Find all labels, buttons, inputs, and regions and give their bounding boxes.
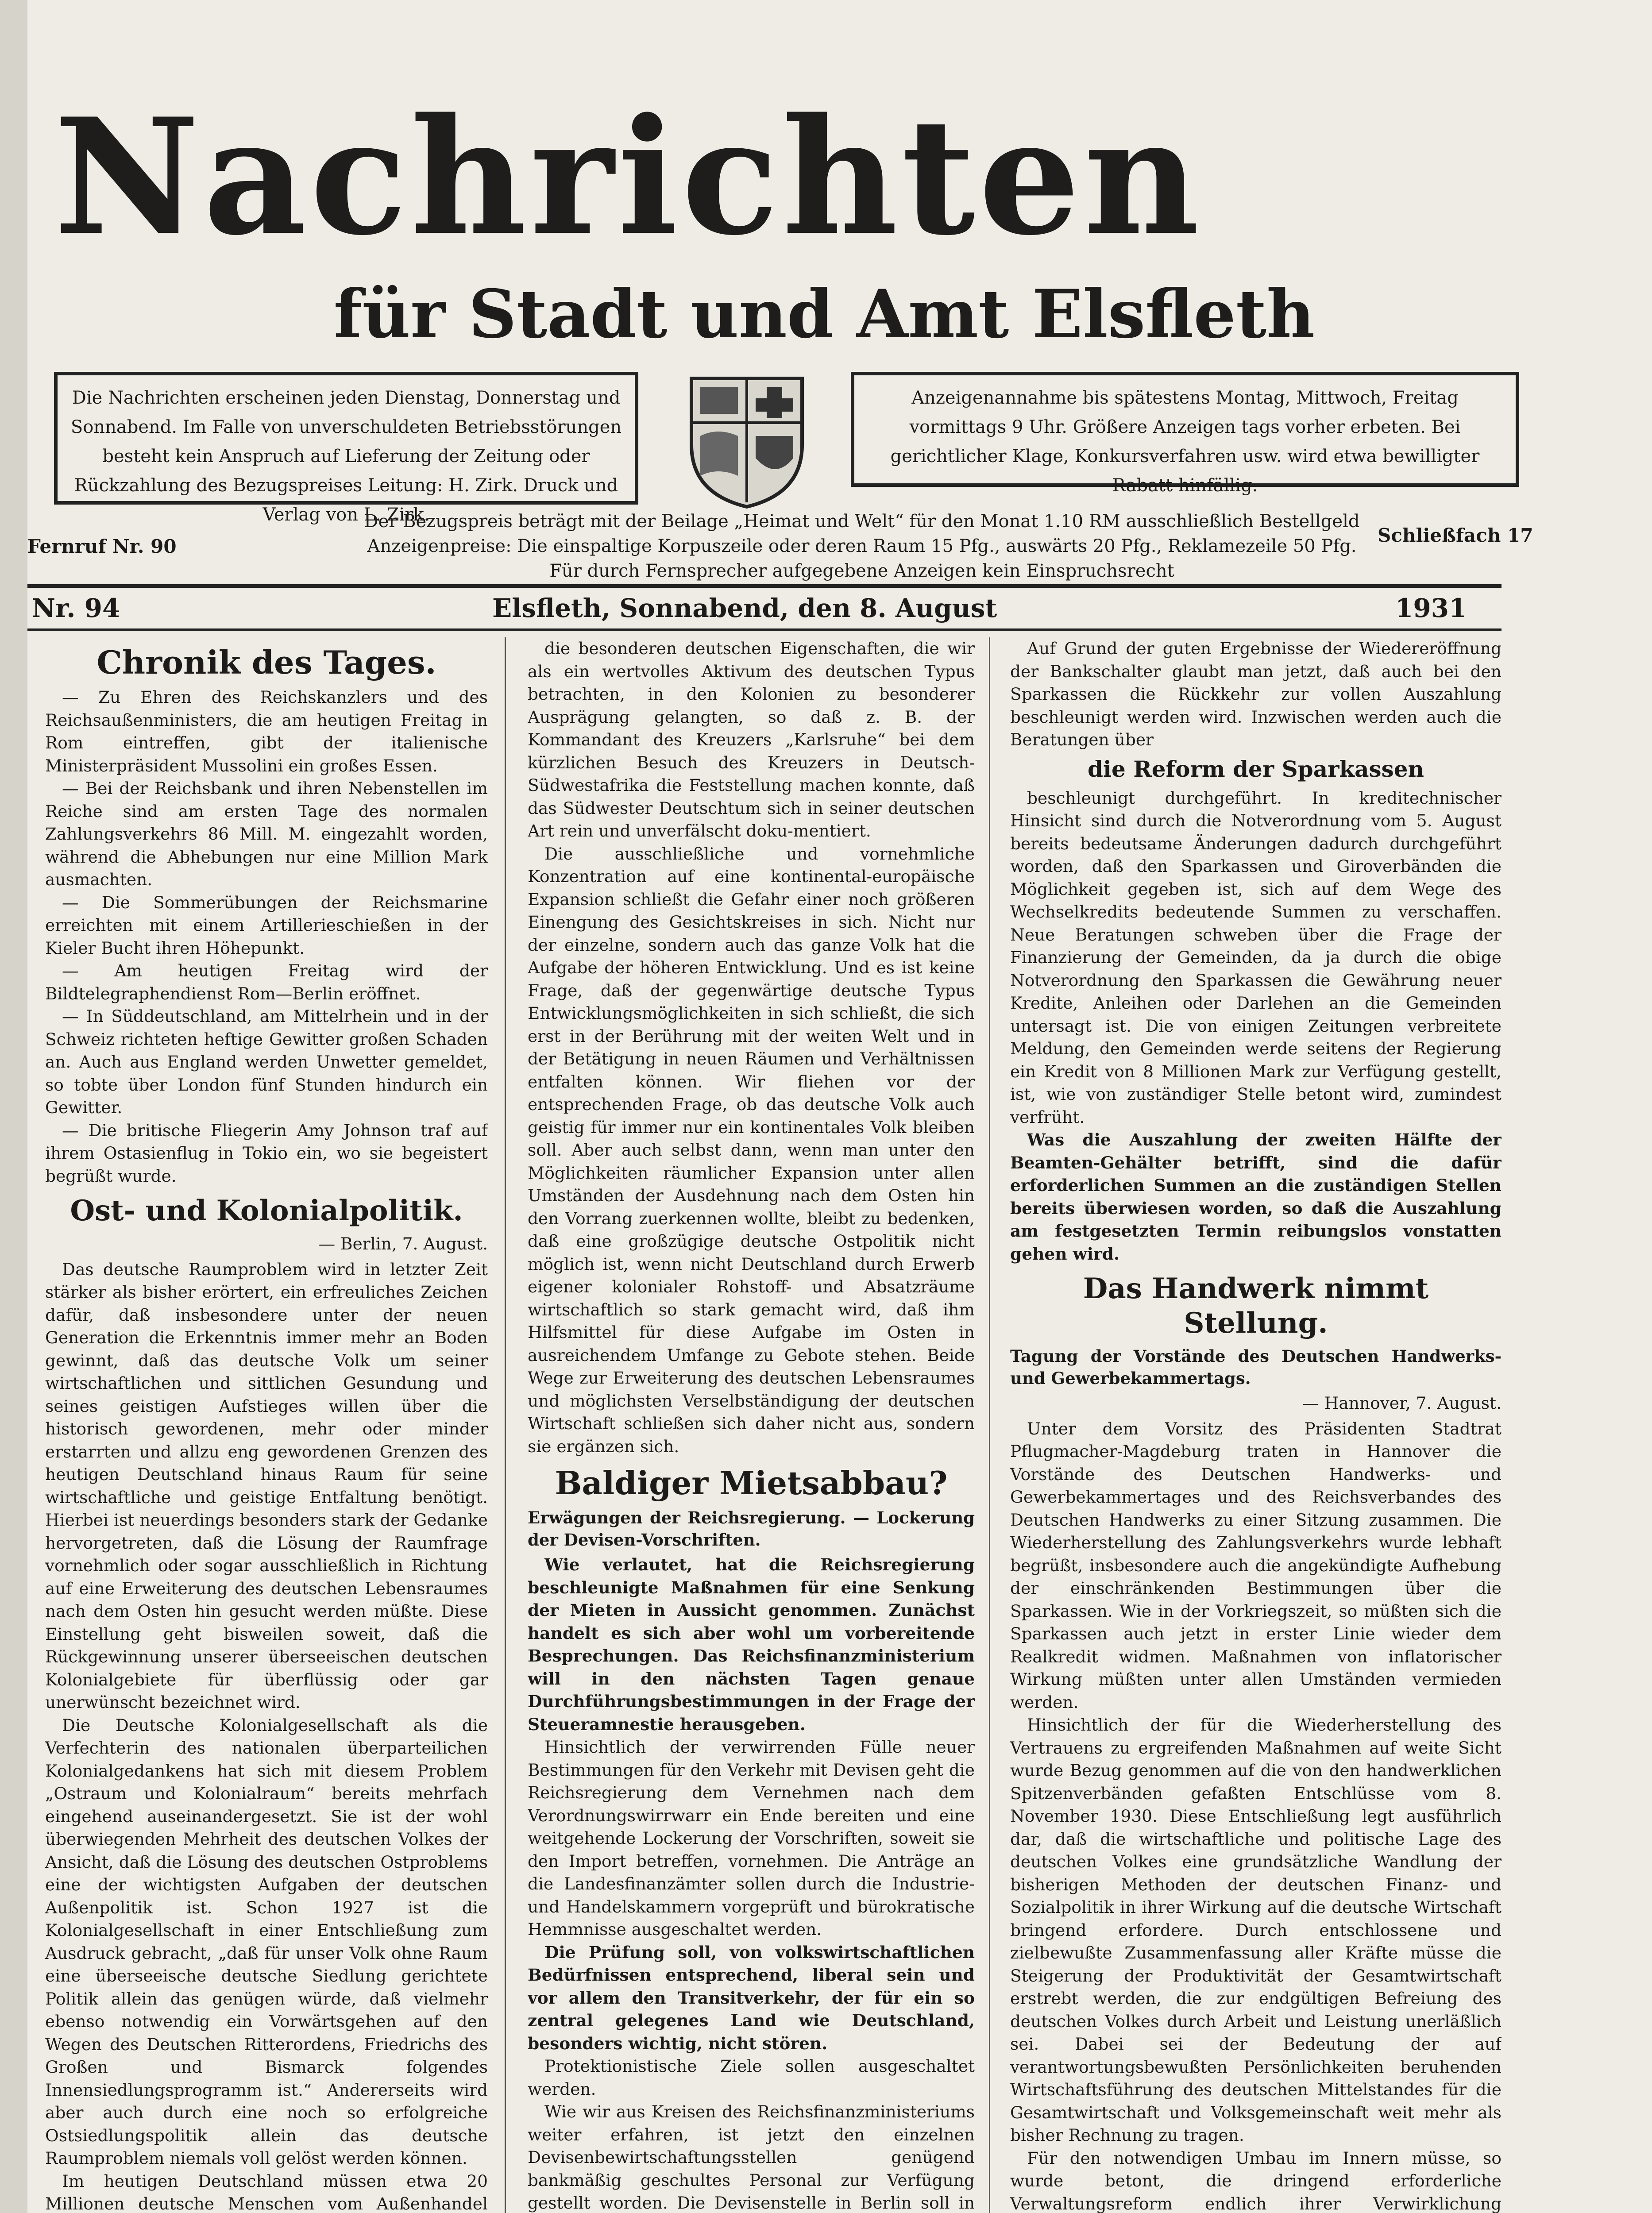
sparkassen-paragraph: beschleunigt durchgeführt. In kreditechnischer Hinsicht sind durch die Notverordnung vom 5. August bereits bedeutsame Änderungen dadurch durchgeführt worden, daß den Sparkassen und Giroverbänden die Möglichkeit gegeben ist, sich auf dem Wege des Wechselkredits bedeutende Summen zu verschaffen. Neue Beratungen schweben über die Frage der Finanzierung der Gemeinden, da ja durch die obige Notverordnung den Sparkassen die Gewährung neuer Kredite, Anleihen oder Darlehen an die Gemeinden untersagt ist. Die von einigen Zeitungen verbreitete Meldung, den Gemeinden werde seitens der Regierung ein Kredit von 8 Millionen Mark zur Verfügung gestellt, ist, wie von zuständiger Stelle betont wird, zumindest verfrüht. xyxy=(1010,788,1501,1127)
adjacent-page-edge xyxy=(0,0,29,2213)
ostpolitik-paragraph: Das deutsche Raumproblem wird in letzter Zeit stärker als bisher erörtert, ein erfreuliches Zeichen dafür, daß insbesondere unter der neuen Generation die Erkenntnis immer mehr an Boden gewinnt, daß das deutsche Volk um seiner wirtschaftlichen und sittlichen Gesundung und seines geistigen Aufstieges willen über die historisch gewordenen, mehr oder minder erstarrten und allzu eng gewordenen Grenzen des heutigen Deutschland hinaus Raum für seine wirtschaftliche und geistige Entfaltung benötigt. Hierbei ist neuerdings besonders stark der Gedanke hervorgetreten, daß die Lösung der Raumfrage vornehmlich oder sogar ausschließlich in Richtung auf eine Erweiterung des deutschen Lebensraumes nach dem Osten hin gesucht werden müßte. Diese Einstellung geht bisweilen soweit, daß die Rückgewinnung unserer überseeischen deutschen Kolonialgebiete für überflüssig oder gar unerwünscht bezeichnet wird. xyxy=(45,1259,488,1712)
column-separator xyxy=(989,637,990,2213)
handwerk-paragraph: Unter dem Vorsitz des Präsidenten Stadtrat Pflugmacher-Magdeburg traten in Hannover die Vorstände des Deutschen Handwerks- und Gewerbekammertages und des Reichsverbandes des Deutschen Handwerks zu einer Sitzung zusammen. Die Wiederherstellung des Zahlungsverkehrs wurde lebhaft begrüßt, insbesondere auch die angekündigte Aufhebung der einschränkenden Bestimmungen über die Sparkassen. Wie in der Vorkriegszeit, so müßten sich die Sparkassen auch jetzt in erster Linie wieder dem Realkredit widmen. Maßnahmen von inflatorischer Wirkung müßten unter allen Umständen vermieden werden. xyxy=(1010,1419,1501,1712)
phone-number: Fernruf Nr. 90 xyxy=(27,536,177,557)
ostpolitik-dateline: — Berlin, 7. August. xyxy=(318,1234,488,1253)
mietsabbau-paragraph: Hinsichtlich der verwirrenden Fülle neuer Bestimmungen für den Verkehr mit Devisen geht die Reichsregierung dem Vernehmen nach dem Verordnungswirrwarr ein Ende bereiten und eine weitgehende Lockerung der Vorschriften, soweit sie den Import betreffen, vornehmen. Die Anträge an die Landesfinanzämter sollen durch die Industrie- und Handelskammern vorgeprüft und bürokratische Hemmnisse ausgeschaltet werden. xyxy=(528,1737,975,1939)
header-rule-top xyxy=(27,584,1501,588)
handwerk-paragraph: Hinsichtlich der für die Wiederherstellung des Vertrauens zu ergreifenden Maßnahmen auf weite Sicht wurde Bezug genommen auf die von den handwerklichen Spitzenverbänden gefaßten Entschlüsse vom 8. November 1930. Diese Entschließung legt ausführlich dar, daß die wirtschaftliche und politische Lage des deutschen Volkes eine grundsätzliche Wandlung der bisherigen Methoden der deutschen Finanz- und Sozialpolitik in ihrer Wirkung auf die deutsche Wirtschaft bringend erfordere. Durch entschlossene und zielbewußte Zusammenfassung aller Kräfte müsse die Steigerung der Produktivität der Gesamtwirtschaft erstrebt werden, die zur endgültigen Befreiung des deutschen Volkes durch Arbeit und Leistung unerläßlich sei. Dabei sei der Bedeutung der auf verantwortungsbewußten Persönlichkeiten beruhenden Wirtschaftsführung des deutschen Mittelstandes für die Gesamtwirtschaft und Volksgemeinschaft weit mehr als bisher Rechnung zu tragen. xyxy=(1010,1715,1501,2145)
ostpolitik-continued: die besonderen deutschen Eigenschaften, die wir als ein wertvolles Aktivum des deutschen Typus betrachten, in den Kolonien zu besonderer Ausprägung gelangten, so daß z. B. der Kommandant des Kreuzers „Karlsruhe“ bei dem kürzlichen Besuch des Kreuzers in Deutsch-Südwestafrika die Feststellung machen konnte, daß das Südwester Deutschtum sich in seiner deutschen Art rein und unverfälscht doku-mentiert. xyxy=(528,639,975,840)
ad-prices: Anzeigenpreise: Die einspaltige Korpuszeile oder deren Raum 15 Pfg., auswärts 20 Pfg., Reklamezeile 50 Pfg. xyxy=(367,536,1357,556)
chronik-item: — Am heutigen Freitag wird der Bildtelegraphendienst Rom—Berlin eröffnet. xyxy=(45,961,488,1003)
column-3 xyxy=(1010,637,1501,2213)
column-1 xyxy=(45,637,488,2213)
chronik-item: — Bei der Reichsbank und ihren Nebenstellen im Reiche sind am ersten Tage des normalen Zahlungsverkehrs 86 Mill. M. eingezahlt worden, während die Abhebungen nur eine Million Mark ausmachten. xyxy=(45,779,488,889)
masthead-title: Nachrichten xyxy=(54,83,1203,270)
mietsabbau-subhead: Erwägungen der Reichsregierung. — Lockerung der Devisen-Vorschriften. xyxy=(528,1508,975,1550)
issue-number: Nr. 94 xyxy=(32,593,120,623)
chronik-item: — Die Sommerübungen der Reichsmarine erreichten mit einem Artillerieschießen in der Kieler Bucht ihren Höhepunkt. xyxy=(45,892,488,958)
chronik-item: — In Süddeutschland, am Mittelrhein und in der Schweiz richteten heftige Gewitter großen Schaden an. Auch aus England werden Unwetter gemeldet, so tobte über London fünf Stunden hindurch ein Gewitter. xyxy=(45,1006,488,1117)
chronik-item: — Zu Ehren des Reichskanzlers und des Reichsaußenministers, die am heutigen Freitag in Rom eintreffen, gibt der italienische Ministerpräsident Mussolini ein großes Essen. xyxy=(45,687,488,775)
chronik-item: — Die britische Fliegerin Amy Johnson traf auf ihrem Ostasienflug in Tokio ein, wo sie begeistert begrüßt wurde. xyxy=(45,1120,488,1186)
sparkassen-bold-paragraph: Was die Auszahlung der zweiten Hälfte der Beamten-Gehälter betrifft, sind die dafür erforderlichen Summen an die zuständigen Stellen bereits überwiesen worden, so daß die Auszahlung am festgesetzten Termin reibungslos vonstatten gehen wird. xyxy=(1010,1130,1501,1264)
issue-year: 1931 xyxy=(1395,593,1467,623)
handwerk-headline: Das Handwerk nimmt Stellung. xyxy=(1083,1272,1429,1340)
mietsabbau-paragraph: Protektionistische Ziele sollen ausgeschaltet werden. xyxy=(528,2056,975,2099)
ostpolitik-paragraph: Im heutigen Deutschland müssen etwa 20 Millionen deutsche Menschen vom Außenhandel xyxy=(45,2171,488,2213)
handwerk-dateline: — Hannover, 7. August. xyxy=(1302,1393,1501,1413)
ostpolitik-continued: Die ausschließliche und vornehmliche Konzentration auf eine kontinental-europäische Expansion schließt die Gefahr einer noch größeren Einengung des Gesichtskreises in sich. Nicht nur der einzelne, sondern auch das ganze Volk hat die Aufgabe der höheren Entwicklung. Und es ist keine Frage, daß der gegenwärtige deutsche Typus Entwicklungsmöglichkeiten in sich schließt, die sich erst in der Berührung mit der weiten Welt und in der Betätigung in neuen Räumen und Verhältnissen entfalten können. Wir fliehen vor der entsprechenden Frage, ob das deutsche Volk auch geistig für immer nur ein kontinentales Volk bleiben soll. Aber auch selbst dann, wenn man unter den Möglichkeiten räumlicher Expansion unter allen Umständen der Ausdehnung nach dem Osten hin den Vorrang zuerkennen wollte, bleibt zu bedenken, daß eine großzügige deutsche Ostpolitik nicht möglich ist, wenn nicht Deutschland durch Erwerb eigener kolonialer Rohstoff- und Absatzräume wirtschaftlich so stark gemacht wird, daß ihm Hilfsmittel für diese Aufgabe im Osten in ausreichendem Umfange zu Gebote stehen. Beide Wege zur Erweiterung des deutschen Lebensraumes und möglichsten Verselbständigung der deutschen Wirtschaft schließen sich daher nicht aus, sondern sie ergänzen sich. xyxy=(528,844,975,1456)
mietsabbau-lead: Wie verlautet, hat die Reichsregierung beschleunigte Maßnahmen für eine Senkung der Mieten in Aussicht genommen. Zunächst handelt es sich aber wohl um vorbereitende Besprechungen. Das Reichsfinanzministerium will in den nächsten Tagen genaue Durchführungsbestimmungen in der Frage der Steueramnestie herausgeben. xyxy=(528,1555,975,1734)
mietsabbau-paragraph: Wie wir aus Kreisen des Reichsfinanzministeriums weiter erfahren, ist jetzt den einzelnen Devisenbewirtschaftungsstellen genügend bankmäßig geschultes Personal zur Verfügung gestellt worden. Die Devisenstelle in Berlin soll in xyxy=(528,2102,975,2213)
newspaper-page xyxy=(27,0,1652,2213)
handwerk-subhead: Tagung der Vorstände des Deutschen Handwerks- und Gewerbekammertags. xyxy=(1010,1346,1501,1388)
mietsabbau-bold-paragraph: Die Prüfung soll, von volkswirtschaftlichen Bedürfnissen entsprechend, liberal sein und vor allem den Transitverkehr, der für ein so zentral gelegenes Land wie Deutschland, besonders wichtig, nicht stören. xyxy=(528,1942,975,2053)
handwerk-paragraph: Für den notwendigen Umbau im Innern müsse, so wurde betont, die dringend erforderliche Verwaltungsreform endlich ihrer Verwirklichung xyxy=(1010,2148,1501,2213)
ostpolitik-headline: Ost- und Kolonialpolitik. xyxy=(70,1194,463,1227)
sparkassen-intro: Auf Grund der guten Ergebnisse der Wiedereröffnung der Bankschalter glaubt man jetzt, daß auch bei den Sparkassen die Rückkehr zur vollen Auszahlung beschleunigt werden wird. Inzwischen werden auch die Beratungen über xyxy=(1010,639,1501,749)
coat-of-arms-icon xyxy=(683,370,811,511)
ostpolitik-paragraph: Die Deutsche Kolonialgesellschaft als die Verfechterin des nationalen überparteilichen Kolonialgedankens hat sich mit diesem Problem „Ostraum und Kolonialraum“ bereits mehrfach eingehend auseinandergesetzt. Sie ist der wohl überwiegenden Mehrheit des deutschen Volkes der Ansicht, daß die Lösung des deutschen Ostproblems eine der wichtigsten Aufgaben der deutschen Außenpolitik ist. Schon 1927 ist die Kolonialgesellschaft in einer Entschließung zum Ausdruck gebracht, „daß für unser Volk ohne Raum eine überseeische deutsche Siedlung gerichtete Politik allein das genügen würde, daß vielmehr ebenso notwendig ein Vorwärtsgehen auf den Wegen des Deutschen Ritterordens, Friedrichs des Großen und Bismarck folgendes Innensiedlungsprogramm ist.“ Andererseits wird aber auch durch eine noch so erfolgreiche Ostsiedlungspolitik allein das deutsche Raumproblem niemals voll gelöst werden können. xyxy=(45,1715,488,2168)
phone-ad-note: Für durch Fernsprecher aufgegebene Anzeigen kein Einspruchsrecht xyxy=(549,561,1174,581)
subscription-price: Der Bezugspreis beträgt mit der Beilage „Heimat und Welt“ für den Monat 1.10 RM ausschließlich Bestellgeld xyxy=(364,511,1360,532)
mietsabbau-headline: Baldiger Mietsabbau? xyxy=(555,1464,948,1502)
issue-place-date: Elsfleth, Sonnabend, den 8. August xyxy=(492,593,997,623)
masthead-subtitle: für Stadt und Amt Elsfleth xyxy=(333,275,1315,353)
chronik-headline: Chronik des Tages. xyxy=(96,644,436,681)
po-box: Schließfach 17 xyxy=(1378,524,1533,546)
advertising-info-box: Anzeigenannahme bis spätestens Montag, Mittwoch, Freitag vormittags 9 Uhr. Größere Anzeigen tags vorher erbeten. Bei gerichtlicher Klage, Konkursverfahren usw. wird etwa bewilligter Rabatt hinfällig. xyxy=(851,372,1519,487)
header-rule-bottom xyxy=(27,628,1501,631)
sparkassen-headline: die Reform der Sparkassen xyxy=(1088,756,1424,782)
publication-info-box: Die Nachrichten erscheinen jeden Dienstag, Donnerstag und Sonnabend. Im Falle von unverschuldeten Betriebsstörungen besteht kein Anspruch auf Lieferung der Zeitung oder Rückzahlung des Bezugspreises Leitung: H. Zirk. Druck und Verlag von L. Zirk. xyxy=(54,372,638,505)
column-separator xyxy=(505,637,506,2213)
pricing-info xyxy=(275,509,1448,583)
column-2 xyxy=(528,637,975,2213)
issue-line xyxy=(27,593,1501,624)
